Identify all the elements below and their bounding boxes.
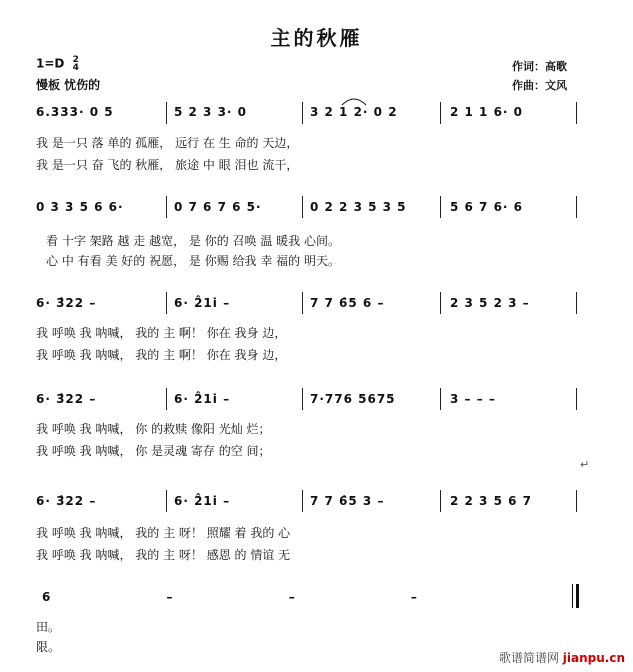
- measure-2-3: 0 2 2 3 5 3 5: [310, 200, 407, 214]
- measure-3-1: 6· 3̂22 –: [36, 296, 97, 310]
- measure-1-3: 3 2 1 2· 0 2: [310, 105, 398, 119]
- measure-1-1: 6.333· 0 5: [36, 105, 114, 119]
- measure-4-4: 3 – – –: [450, 392, 496, 406]
- barline: [302, 292, 303, 314]
- measure-1-4: 2 1 1 6· 0: [450, 105, 524, 119]
- lyric-line-2-1: 看 十字 架路 越 走 越宽， 是 你的 召唤 温 暖我 心间。: [46, 234, 340, 248]
- barline: [576, 490, 577, 512]
- barline: [440, 490, 441, 512]
- key-signature: [36, 56, 79, 72]
- barline: [440, 388, 441, 410]
- barline: [166, 196, 167, 218]
- barline: [302, 490, 303, 512]
- measure-2-4: 5 6 7 6· 6: [450, 200, 524, 214]
- barline: [166, 490, 167, 512]
- barline: [440, 102, 441, 124]
- measure-5-2: 6· 2̂1i –: [174, 494, 231, 508]
- barline: [576, 102, 577, 124]
- lyric-line-1-1: 我 是一只 落 单的 孤雁， 远行 在 生 命的 天边，: [36, 136, 299, 150]
- lyric-line-6-1: 田。: [36, 620, 61, 634]
- barline: [440, 196, 441, 218]
- measure-1-2: 5 2 3 3· 0: [174, 105, 248, 119]
- song-title: 主的秋雁: [270, 26, 363, 50]
- barline: [166, 102, 167, 124]
- measure-5-3: 7 7 6̂5 3 –: [310, 494, 385, 508]
- measure-4-2: 6· 2̂1i –: [174, 392, 231, 406]
- measure-5-1: 6· 3̂22 –: [36, 494, 97, 508]
- measure-4-1: 6· 3̂22 –: [36, 392, 97, 406]
- time-signature-bottom: 4: [72, 63, 79, 73]
- lyric-line-1-2: 我 是一只 奋 飞的 秋雁， 旅途 中 眼 泪也 流干，: [36, 158, 299, 172]
- lyric-line-3-1: 我 呼唤 我 呐喊， 我的 主 啊！ 你在 我身 边，: [36, 326, 287, 340]
- lyric-line-2-2: 心 中 有看 美 好的 祝愿， 是 你赐 给我 幸 福的 明天。: [46, 254, 340, 268]
- lyric-line-4-2: 我 呼唤 我 呐喊， 你 是灵魂 寄存 的空 间；: [36, 444, 271, 458]
- lyric-line-6-2: 限。: [36, 640, 61, 654]
- site-watermark: [499, 649, 625, 666]
- measure-5-4: 2 2 3 5 6 7: [450, 494, 532, 508]
- time-signature: [73, 56, 79, 72]
- lyricist-credit: 作词：高歌: [512, 60, 567, 73]
- barline: [166, 388, 167, 410]
- measure-3-2: 6· 2̂1i –: [174, 296, 231, 310]
- barline: [576, 196, 577, 218]
- lyric-line-3-2: 我 呼唤 我 呐喊， 我的 主 啊！ 你在 我身 边，: [36, 348, 287, 362]
- barline: [302, 196, 303, 218]
- measure-2-1: 0 3 3 5 6 6·: [36, 200, 124, 214]
- measure-6-1: 6 – – –: [42, 590, 418, 604]
- measure-3-3: 7 7 6̂5 6 –: [310, 296, 385, 310]
- measure-4-3: 7·776 5675: [310, 392, 396, 406]
- barline: [440, 292, 441, 314]
- return-mark-icon: ↵: [580, 458, 590, 471]
- barline: [166, 292, 167, 314]
- key-label: 1=D: [36, 56, 65, 71]
- tie-mark: [340, 95, 368, 107]
- measure-2-2: 0 7 6 7 6 5·: [174, 200, 262, 214]
- watermark-latin: jianpu.cn: [562, 651, 625, 665]
- lyric-line-5-2: 我 呼唤 我 呐喊， 我的 主 呀！ 感恩 的 情谊 无: [36, 548, 291, 562]
- composer-credit: 作曲：文风: [512, 79, 567, 92]
- lyric-line-4-1: 我 呼唤 我 呐喊， 你 的救赎 像阳 光灿 烂；: [36, 422, 271, 436]
- watermark-cn: 歌谱简谱网: [498, 651, 559, 665]
- tempo-marking: 慢板 忧伤的: [36, 78, 101, 92]
- lyric-line-5-1: 我 呼唤 我 呐喊， 我的 主 呀！ 照耀 着 我的 心: [36, 526, 291, 540]
- measure-3-4: 2 3 5 2 3 –: [450, 296, 530, 310]
- barline: [302, 388, 303, 410]
- time-signature-top: 2: [72, 55, 79, 65]
- barline: [302, 102, 303, 124]
- final-barline-thick: [576, 584, 579, 608]
- barline: [576, 292, 577, 314]
- final-barline-thin: [572, 584, 573, 608]
- barline: [576, 388, 577, 410]
